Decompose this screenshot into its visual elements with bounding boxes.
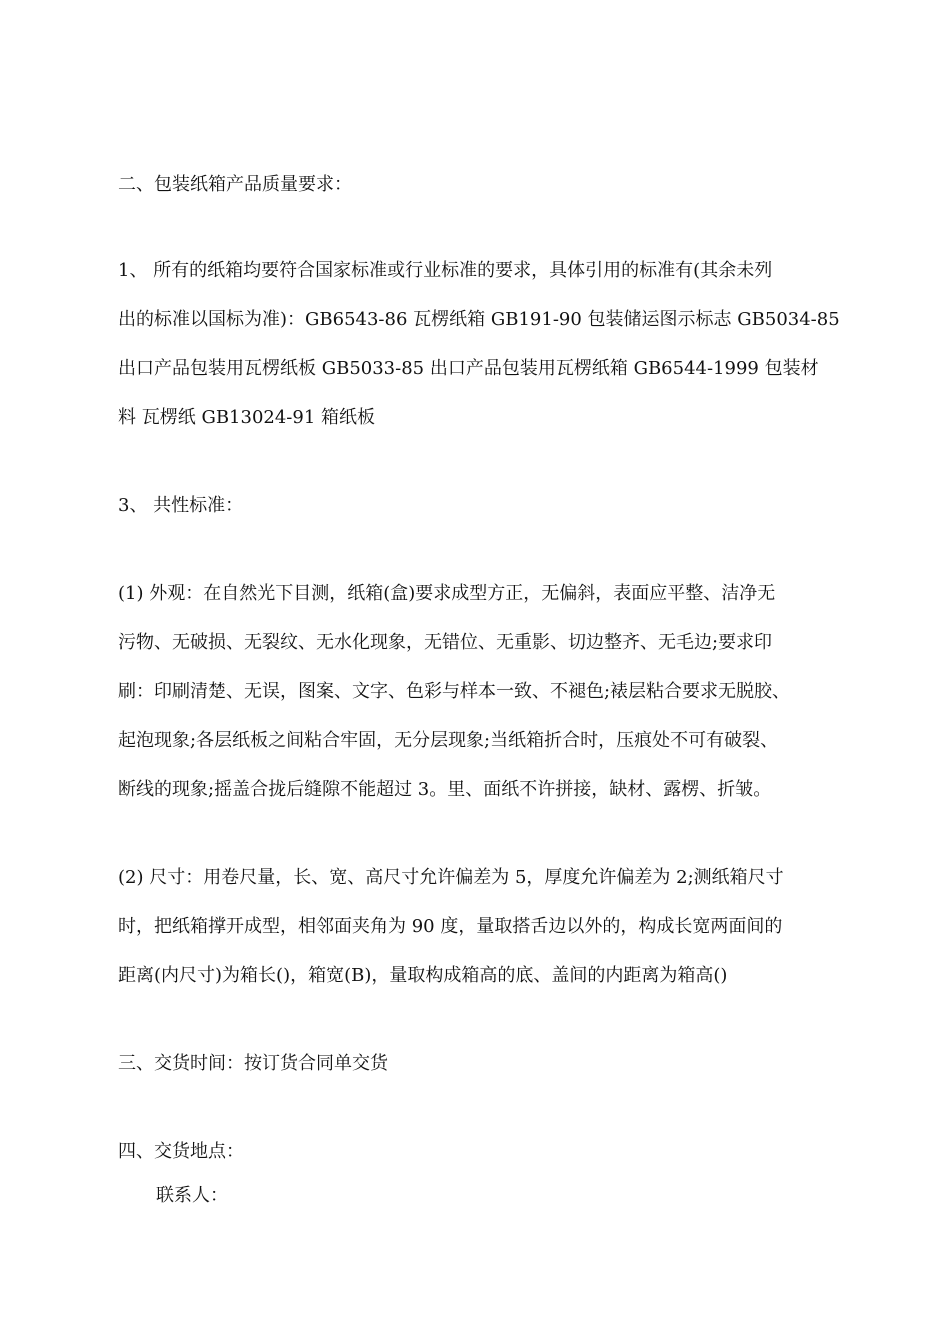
delivery-time: 三、交货时间：按订货合同单交货: [118, 1053, 388, 1074]
dimensions-line-2: 时，把纸箱撑开成型，相邻面夹角为 90 度，量取搭舌边以外的，构成长宽两面间的: [118, 916, 783, 937]
delivery-location: 四、交货地点：: [118, 1141, 244, 1162]
dimensions-line-3: 距离(内尺寸)为箱长()，箱宽(B)，量取构成箱高的底、盖间的内距离为箱高(): [118, 965, 728, 986]
paragraph-1-line-1: 1、 所有的纸箱均要符合国家标准或行业标准的要求，具体引用的标准有(其余未列: [118, 260, 773, 281]
dimensions-line-1: (2) 尺寸：用卷尺量，长、宽、高尺寸允许偏差为 5，厚度允许偏差为 2;测纸箱尺寸: [118, 867, 784, 888]
appearance-line-5: 断线的现象;摇盖合拢后缝隙不能超过 3。里、面纸不许拼接，缺材、露楞、折皱。: [118, 779, 772, 800]
contact-person: 联系人：: [156, 1185, 228, 1206]
appearance-line-3: 刷：印刷清楚、无误，图案、文字、色彩与样本一致、不褪色;裱层粘合要求无脱胶、: [118, 681, 791, 702]
paragraph-1-line-4: 料 瓦楞纸 GB13024-91 箱纸板: [118, 407, 376, 428]
paragraph-1-line-3: 出口产品包装用瓦楞纸板 GB5033-85 出口产品包装用瓦楞纸箱 GB6544-1999 包装材: [118, 358, 819, 379]
section-heading-quality-requirements: 二、包装纸箱产品质量要求：: [118, 174, 352, 195]
paragraph-1-line-2: 出的标准以国标为准)：GB6543-86 瓦楞纸箱 GB191-90 包装储运图示标志 GB5034-85: [118, 309, 840, 330]
appearance-line-2: 污物、无破损、无裂纹、无水化现象，无错位、无重影、切边整齐、无毛边;要求印: [118, 632, 773, 653]
appearance-line-4: 起泡现象;各层纸板之间粘合牢固，无分层现象;当纸箱折合时，压痕处不可有破裂、: [118, 730, 779, 751]
appearance-line-1: (1) 外观：在自然光下目测，纸箱(盒)要求成型方正，无偏斜，表面应平整、洁净无: [118, 583, 776, 604]
common-standards-heading: 3、 共性标准：: [118, 495, 244, 516]
